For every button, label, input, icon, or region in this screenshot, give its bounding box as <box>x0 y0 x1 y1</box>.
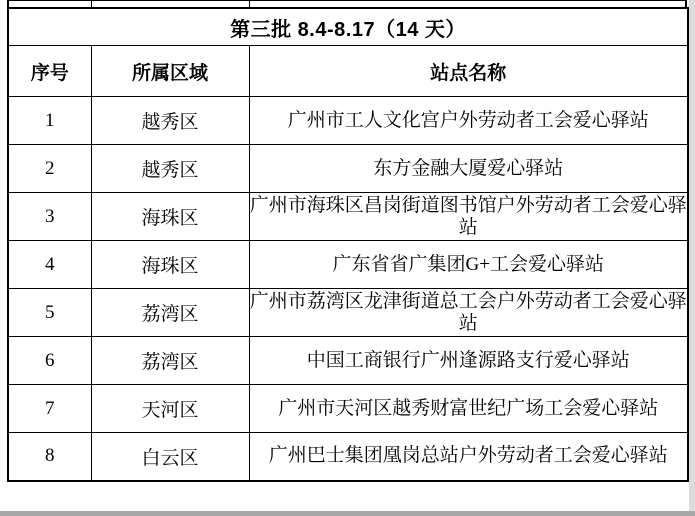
fragment-col-divider <box>92 1 250 7</box>
table-row <box>8 385 688 433</box>
col-header-district: 所属区域 <box>91 46 249 97</box>
station-cell: 广东省省广集团G+工会爱心驿站 <box>249 241 688 289</box>
table-row <box>8 289 688 337</box>
table-row <box>8 337 688 385</box>
district-cell: 越秀区 <box>91 97 249 145</box>
district-cell: 越秀区 <box>91 145 249 193</box>
district-cell: 海珠区 <box>91 193 249 241</box>
table-row <box>8 433 688 481</box>
row-number-cell: 6 <box>8 337 91 385</box>
row-number-cell: 3 <box>8 193 91 241</box>
station-cell: 广州市荔湾区龙津街道总工会户外劳动者工会爱心驿站 <box>249 289 688 337</box>
col-header-station: 站点名称 <box>249 46 688 97</box>
bottom-edge-strip <box>0 511 695 516</box>
row-number-cell: 2 <box>8 145 91 193</box>
row-number-cell: 5 <box>8 289 91 337</box>
fragment-col-divider <box>9 1 92 7</box>
station-cell: 中国工商银行广州逢源路支行爱心驿站 <box>249 337 688 385</box>
row-number-cell: 1 <box>8 97 91 145</box>
district-cell: 白云区 <box>91 433 249 481</box>
station-cell: 广州巴士集团凰岗总站户外劳动者工会爱心驿站 <box>249 433 688 481</box>
row-number-cell: 8 <box>8 433 91 481</box>
district-cell: 天河区 <box>91 385 249 433</box>
right-edge-strip <box>689 0 695 516</box>
station-cell: 东方金融大厦爱心驿站 <box>249 145 688 193</box>
station-cell: 广州市工人文化宫户外劳动者工会爱心驿站 <box>249 97 688 145</box>
stations-table-wrapper <box>7 0 687 482</box>
station-cell: 广州市天河区越秀财富世纪广场工会爱心驿站 <box>249 385 688 433</box>
header-row <box>8 46 688 97</box>
row-number-cell: 4 <box>8 241 91 289</box>
row-number-cell: 7 <box>8 385 91 433</box>
district-cell: 荔湾区 <box>91 289 249 337</box>
station-cell: 广州市海珠区昌岗街道图书馆户外劳动者工会爱心驿站 <box>249 193 688 241</box>
table-row <box>8 241 688 289</box>
previous-table-row-fragment <box>7 0 687 7</box>
district-cell: 荔湾区 <box>91 337 249 385</box>
table-title: 第三批 8.4-8.17（14 天） <box>8 8 688 46</box>
stations-table <box>7 7 689 482</box>
table-row <box>8 97 688 145</box>
title-row <box>8 8 688 46</box>
table-row <box>8 145 688 193</box>
fragment-col-divider <box>250 1 685 7</box>
col-header-no: 序号 <box>8 46 91 97</box>
table-row <box>8 193 688 241</box>
district-cell: 海珠区 <box>91 241 249 289</box>
